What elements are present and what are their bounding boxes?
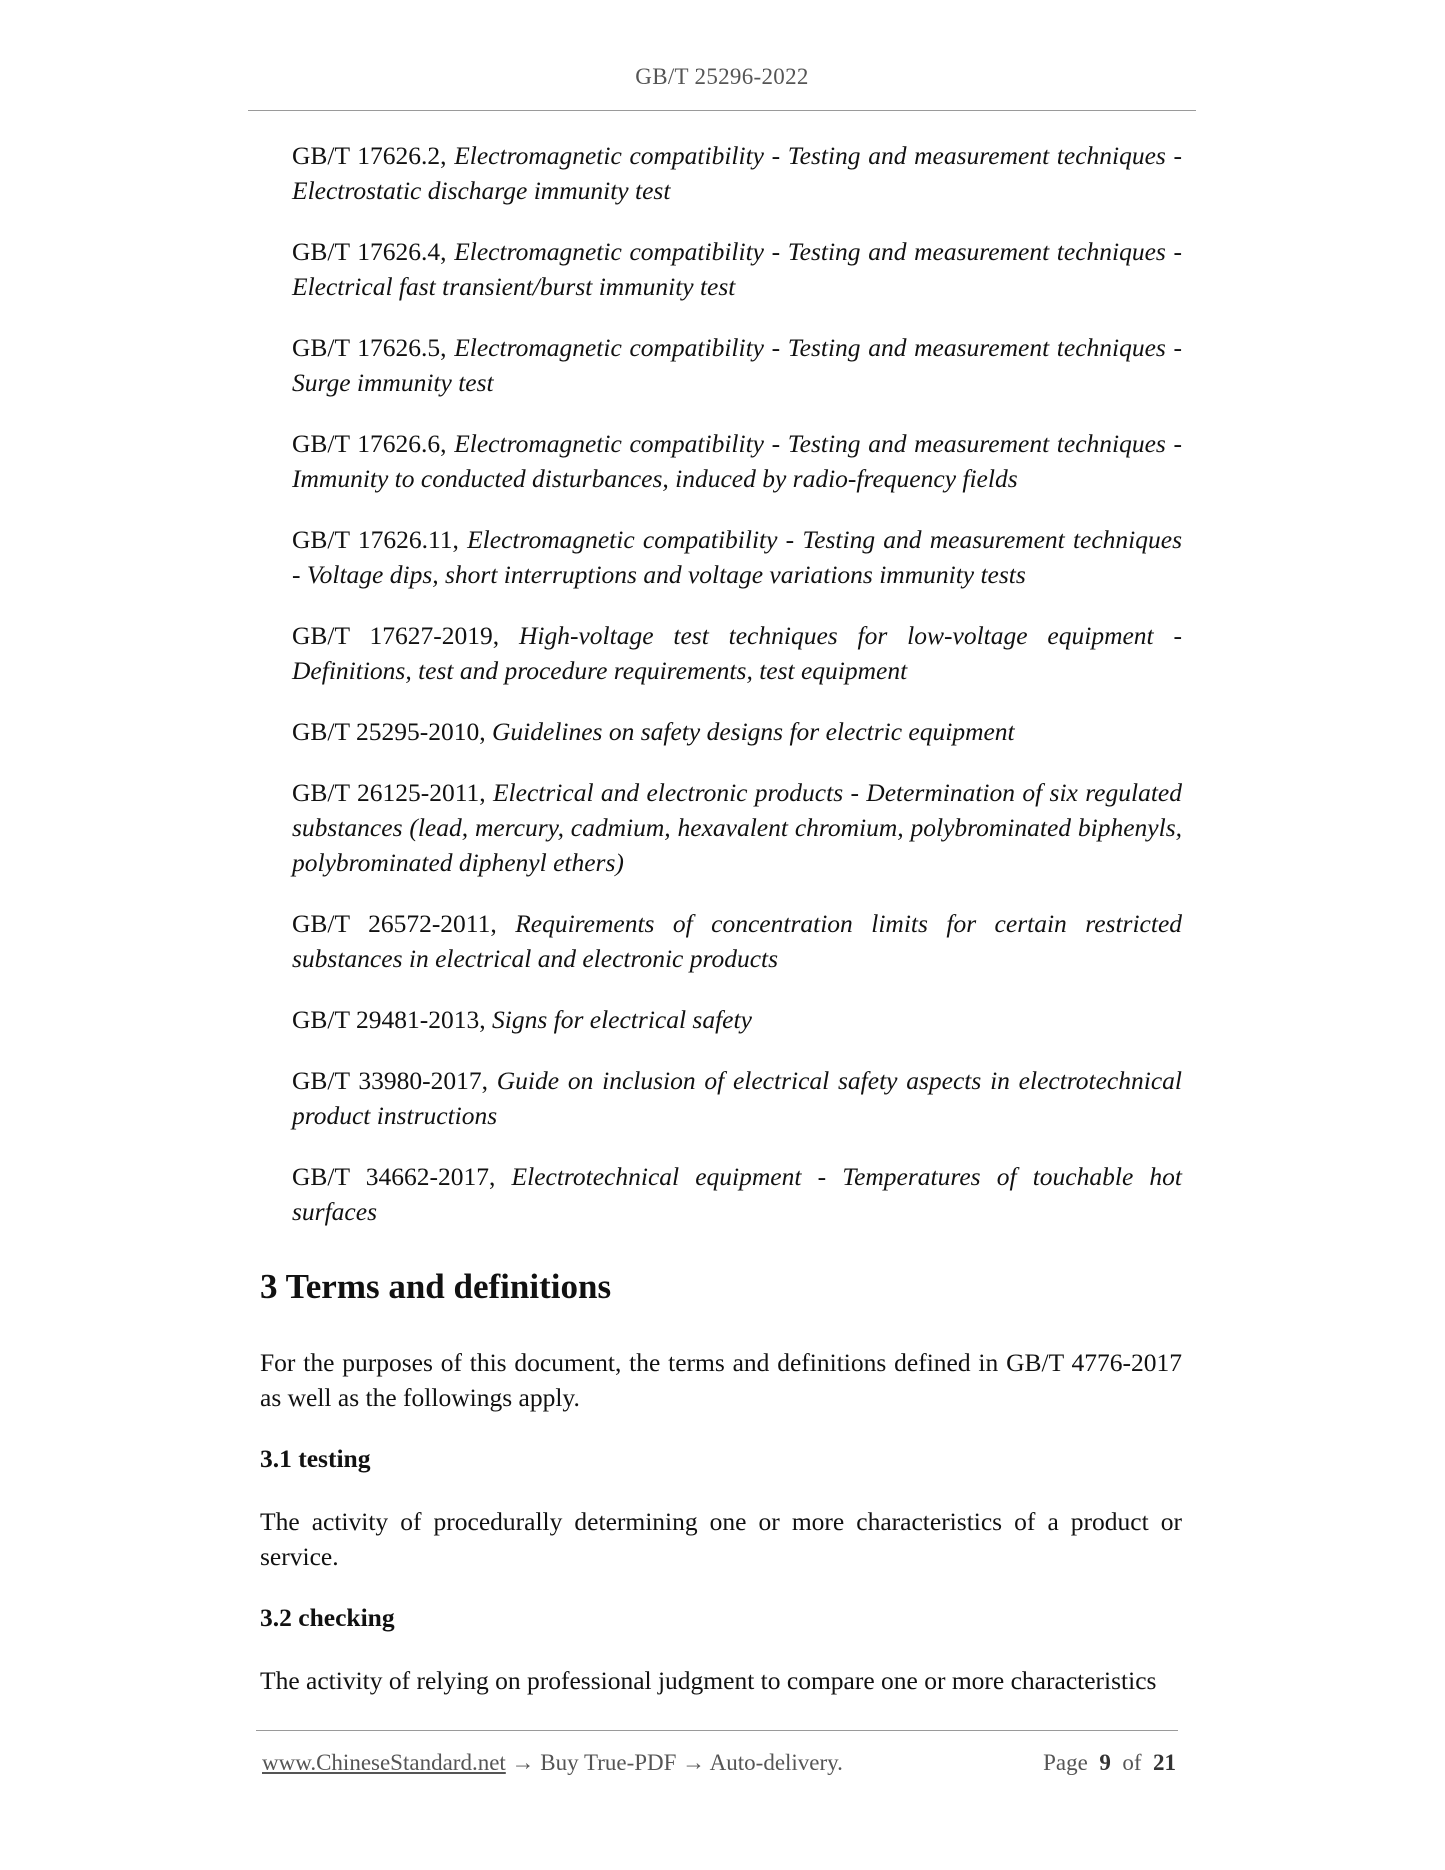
reference-title: Requirements of concentration limits for certain restricted substances in electrical and electronic products [292, 909, 1183, 973]
reference-code: GB/T 29481-2013, [292, 1005, 492, 1034]
footer-promo-text: → Buy True-PDF → Auto-delivery. [505, 1750, 843, 1775]
reference-code: GB/T 17626.2, [292, 141, 455, 170]
term-definition-checking: The activity of relying on professional judgment to compare one or more characteristics [260, 1666, 1157, 1695]
reference-title: Electromagnetic compatibility - Testing and measurement techniques - Voltage dips, short interruptions and voltage variations immunity tests [292, 525, 1183, 589]
reference-code: GB/T 17626.5, [292, 333, 455, 362]
normative-references-list [292, 138, 1182, 1255]
reference-item [292, 906, 1182, 976]
reference-code: GB/T 34662-2017, [292, 1162, 512, 1191]
page-current: 9 [1099, 1750, 1111, 1775]
reference-code: GB/T 17626.4, [292, 237, 455, 266]
running-header: GB/T 25296-2022 [635, 64, 809, 89]
term-heading-testing: 3.1 testing [260, 1444, 371, 1473]
footer-divider [256, 1730, 1178, 1731]
reference-code: GB/T 17626.11, [292, 525, 468, 554]
header-divider [248, 110, 1196, 111]
reference-code: GB/T 17627-2019, [292, 621, 519, 650]
reference-title: High-voltage test techniques for low-voltage equipment - Definitions, test and procedure requirements, test equipment [292, 621, 1182, 685]
reference-code: GB/T 33980-2017, [292, 1066, 497, 1095]
reference-item [292, 1063, 1182, 1133]
reference-item [292, 1159, 1182, 1229]
reference-code: GB/T 26125-2011, [292, 778, 493, 807]
section-heading: 3 Terms and definitions [260, 1267, 612, 1306]
footer-promo [262, 1750, 843, 1776]
reference-title: Electromagnetic compatibility - Testing and measurement techniques - Surge immunity test [292, 333, 1183, 397]
reference-item [292, 775, 1182, 880]
reference-item [292, 330, 1182, 400]
section-intro: For the purposes of this document, the terms and definitions defined in GB/T 4776-2017 as well as the followings apply. [260, 1348, 1182, 1412]
reference-item [292, 138, 1182, 208]
reference-item [292, 1002, 1182, 1037]
reference-item [292, 522, 1182, 592]
reference-title: Electrotechnical equipment - Temperatures of touchable hot surfaces [292, 1162, 1182, 1226]
reference-title: Guide on inclusion of electrical safety aspects in electrotechnical product instructions [292, 1066, 1182, 1130]
page-label: Page [1043, 1750, 1088, 1775]
reference-title: Signs for electrical safety [492, 1005, 752, 1034]
reference-title: Electromagnetic compatibility - Testing and measurement techniques - Electrical fast transient/burst immunity test [292, 237, 1183, 301]
reference-item [292, 426, 1182, 496]
reference-item [292, 618, 1182, 688]
reference-title: Guidelines on safety designs for electric equipment [492, 717, 1015, 746]
reference-title: Electromagnetic compatibility - Testing and measurement techniques - Immunity to conducted disturbances, induced by radio-frequency fields [292, 429, 1183, 493]
page-number [1043, 1750, 1176, 1776]
page-of: of [1122, 1750, 1142, 1775]
page-total: 21 [1153, 1750, 1176, 1775]
reference-code: GB/T 26572-2011, [292, 909, 516, 938]
term-heading-checking: 3.2 checking [260, 1603, 395, 1632]
site-link[interactable]: www.ChineseStandard.net [262, 1750, 506, 1775]
term-definition-testing: The activity of procedurally determining one or more characteristics of a product or service. [260, 1507, 1182, 1571]
reference-title: Electromagnetic compatibility - Testing and measurement techniques - Electrostatic discharge immunity test [292, 141, 1183, 205]
reference-code: GB/T 17626.6, [292, 429, 455, 458]
reference-title: Electrical and electronic products - Determination of six regulated substances (lead, mercury, cadmium, hexavalent chromium, polybrominated biphenyls, polybrominated diphenyl ethers) [292, 778, 1182, 877]
reference-item [292, 234, 1182, 304]
reference-code: GB/T 25295-2010, [292, 717, 492, 746]
reference-item [292, 714, 1182, 749]
terms-definitions-section [260, 1263, 1182, 1724]
